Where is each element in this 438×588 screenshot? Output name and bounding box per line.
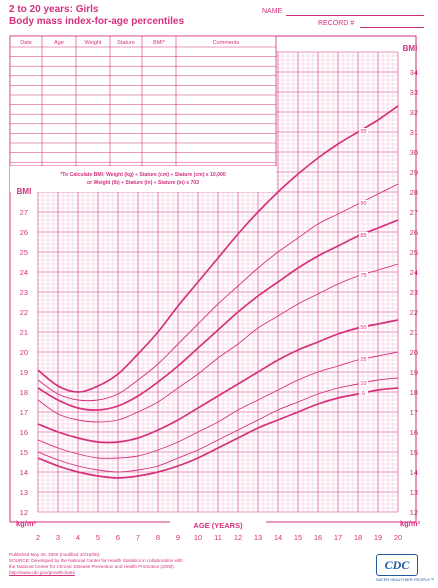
y-tick-right: 14 <box>409 468 418 477</box>
x-tick: 16 <box>313 533 323 542</box>
y-tick-right: 24 <box>409 268 418 277</box>
y-tick-left: 26 <box>19 228 28 237</box>
y-tick-right: 22 <box>409 308 418 317</box>
y-tick-left: 16 <box>19 428 28 437</box>
y-tick-right: 32 <box>409 108 418 117</box>
footer-link[interactable]: http://www.cdc.gov/growthcharts <box>9 570 75 575</box>
footer <box>9 552 309 576</box>
y-unit-left: kg/m² <box>16 519 37 528</box>
y-tick-right: 21 <box>409 328 418 337</box>
table-header-stature: Stature <box>117 40 135 46</box>
x-tick: 19 <box>373 533 383 542</box>
y-tick-right: 31 <box>409 128 418 137</box>
record-label: RECORD # <box>318 20 355 27</box>
table-header-date: Date <box>20 40 32 46</box>
x-tick: 4 <box>75 533 81 542</box>
y-tick-left: 24 <box>19 268 28 277</box>
x-tick: 2 <box>35 533 41 542</box>
name-label: NAME <box>262 8 283 15</box>
table-header-comments: Comments <box>212 40 240 46</box>
y-unit-right: kg/m² <box>400 519 421 528</box>
x-tick: 7 <box>135 533 141 542</box>
series-label-p5: 5 <box>361 391 366 397</box>
table-header-age: Age <box>54 40 64 46</box>
formula-line2: or Weight (lb) ÷ Stature (in) ÷ Stature (in) x 703 <box>87 180 199 186</box>
x-tick: 9 <box>175 533 181 542</box>
y-tick-left: 20 <box>19 348 28 357</box>
x-tick: 6 <box>115 533 121 542</box>
y-tick-left: 27 <box>19 208 28 217</box>
x-axis-label: AGE (YEARS) <box>193 521 243 530</box>
y-tick-left: 25 <box>19 248 28 257</box>
y-tick-right: 23 <box>409 288 418 297</box>
y-axis-label-right: BMI <box>402 44 418 53</box>
y-tick-right: 12 <box>409 508 418 517</box>
formula-box <box>10 166 276 192</box>
y-tick-right: 20 <box>409 348 418 357</box>
x-tick: 14 <box>273 533 283 542</box>
y-tick-left: 12 <box>19 508 28 517</box>
table-header-bmi: BMI* <box>153 40 165 46</box>
formula-line1: *To Calculate BMI: Weight (kg) ÷ Stature (cm) ÷ Stature (cm) x 10,000 <box>60 172 226 178</box>
series-label-p75: 75 <box>360 273 367 279</box>
footer-source: SOURCE: Developed by the National Center for Health Statistics in collaboration with <box>9 558 183 563</box>
x-tick: 12 <box>233 533 243 542</box>
series-label-p90: 90 <box>360 201 367 207</box>
x-tick: 5 <box>95 533 101 542</box>
y-tick-right: 19 <box>409 368 418 377</box>
y-tick-left: 13 <box>19 488 28 497</box>
y-tick-left: 19 <box>19 368 28 377</box>
y-tick-right: 29 <box>409 168 418 177</box>
y-tick-right: 13 <box>409 488 418 497</box>
y-tick-right: 33 <box>409 88 418 97</box>
y-tick-left: 17 <box>19 408 28 417</box>
y-tick-left: 18 <box>19 388 28 397</box>
cdc-logo: CDC <box>376 554 418 576</box>
y-tick-right: 26 <box>409 228 418 237</box>
table-header-weight: Weight <box>84 40 102 46</box>
y-tick-right: 28 <box>409 188 418 197</box>
series-label-p50: 50 <box>360 325 367 331</box>
y-tick-right: 25 <box>409 248 418 257</box>
x-tick: 13 <box>253 533 263 542</box>
x-tick: 20 <box>393 533 403 542</box>
x-tick: 11 <box>214 533 222 542</box>
chart-title-line2: Body mass index-for-age percentiles <box>9 16 185 27</box>
y-tick-right: 17 <box>409 408 418 417</box>
series-label-p25: 25 <box>360 357 367 363</box>
cdc-tagline: SAFER·HEALTHIER·PEOPLE™ <box>375 577 434 582</box>
x-tick: 10 <box>193 533 203 542</box>
y-tick-left: 14 <box>19 468 28 477</box>
series-label-p85: 85 <box>360 233 367 239</box>
x-tick: 8 <box>155 533 161 542</box>
y-tick-left: 15 <box>19 448 28 457</box>
y-tick-left: 22 <box>19 308 28 317</box>
y-tick-right: 15 <box>409 448 418 457</box>
x-tick: 15 <box>293 533 303 542</box>
series-label-p10: 10 <box>360 381 367 387</box>
y-axis-label-left: BMI <box>16 187 32 196</box>
series-label-p95: 95 <box>360 129 367 135</box>
y-tick-right: 18 <box>409 388 418 397</box>
y-tick-right: 27 <box>409 208 418 217</box>
footer-published: Published May 30, 2000 (modified 10/16/00). <box>9 552 101 557</box>
x-tick: 3 <box>55 533 61 542</box>
x-tick: 18 <box>353 533 363 542</box>
x-tick: 17 <box>333 533 343 542</box>
chart-title-line1: 2 to 20 years: Girls <box>9 4 99 15</box>
y-tick-right: 16 <box>409 428 418 437</box>
y-tick-right: 34 <box>409 68 418 77</box>
footer-source-cont: the National Center for Chronic Disease Prevention and Health Promotion (2000). <box>9 564 175 569</box>
y-tick-left: 21 <box>19 328 28 337</box>
y-tick-right: 30 <box>409 148 418 157</box>
y-tick-left: 23 <box>19 288 28 297</box>
record-table <box>10 36 276 166</box>
